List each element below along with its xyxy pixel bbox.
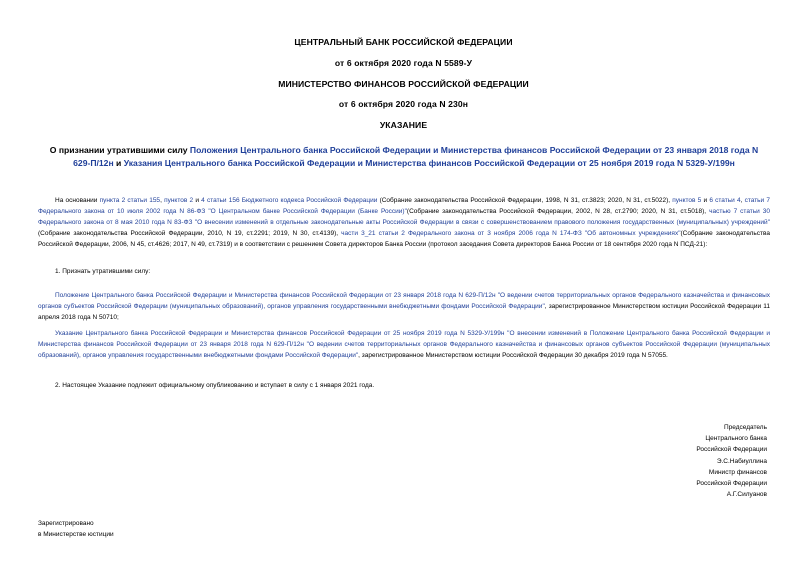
link-law86-art4-p5[interactable]: пунктов 5 — [672, 197, 702, 204]
title-conjunction: и — [113, 157, 124, 168]
title-link-directive[interactable]: Указания Центрального банка Российской Федерации и Министерства финансов Российской Федерации от 25 ноября 2019 года N 5329-У/199н — [123, 157, 735, 168]
preamble-text: (Собрание законодательства Российской Федерации, 1998, N 31, ст.3823; 2020, N 31, ст.5022), — [377, 197, 673, 204]
signature-position: Министр финансов — [708, 468, 767, 476]
preamble-text: и — [193, 197, 202, 204]
issuer-bank-date: от 6 октября 2020 года N 5589-У — [334, 58, 473, 68]
item-1: 1. Признать утратившими силу: — [55, 268, 151, 275]
registration-line: в Министерстве юстиции — [38, 531, 114, 538]
preamble-text: (Собрание законодательства Российской Федерации, 2010, N 19, ст.2291; 2019, N 30, ст.4139), — [38, 230, 342, 237]
link-regulation-629[interactable]: Положение Центрального банка Российской Федерации и Министерства финансов Российской Федерации от 23 января 2018 года N 629-П/12н "О ведении счетов территориальных органов Федерального казначейства и финансовых органов субъектов Российской Федерации (муниципальных образований), органов управления государственными внебюджетными фондами Российской Федерации" — [38, 292, 770, 310]
preamble-text: На основании — [55, 197, 100, 204]
signature-position: Председатель — [723, 424, 767, 431]
link-law86-art4-p6[interactable]: 6 статьи 4 — [709, 197, 741, 204]
preamble-text: и — [701, 197, 710, 204]
repealed-directive-paragraph — [38, 328, 770, 361]
repealed-regulation-paragraph — [38, 290, 770, 323]
issuer-bank: ЦЕНТРАЛЬНЫЙ БАНК РОССИЙСКОЙ ФЕДЕРАЦИИ — [294, 37, 513, 47]
link-budget-code-art156-p2[interactable]: пунктов 2 — [164, 197, 194, 204]
item-2: 2. Настоящее Указание подлежит официальному опубликованию и вступает в силу с 1 января 2021 года. — [55, 382, 375, 389]
directive-registration-text: , зарегистрированное Министерством юстиции Российской Федерации 30 декабря 2019 года N 57055. — [358, 352, 668, 359]
link-law86-art7[interactable]: статьи 7 Федерального закона от 10 июля 2002 года N 86-ФЗ "О Центральном банке Российской Федерации (Банке России)" — [38, 197, 770, 215]
title-prefix: О признании утратившими силу — [49, 145, 190, 155]
preamble-text: (Собрание законодательства Российской Федерации, 2002, N 28, ст.2790; 2020, N 31, ст.5018), — [406, 208, 710, 215]
preamble-paragraph — [38, 195, 770, 250]
preamble-text: , — [740, 197, 745, 204]
preamble-text: , — [160, 197, 165, 204]
link-budget-code-art155[interactable]: пункта 2 статьи 155 — [99, 197, 161, 204]
title-link-regulation[interactable]: Положения Центрального банка Российской Федерации и Министерства финансов Российской Федерации от 23 января 2018 года N 629-П/12н — [73, 145, 759, 168]
document-title — [40, 144, 768, 169]
signature-name: Э.С.Набиуллина — [716, 457, 767, 465]
link-budget-code-art156-p4[interactable]: 4 статьи 156 Бюджетного кодекса Российской Федерации — [201, 197, 378, 204]
regulation-registration-text: , зарегистрированное Министерством юстиции Российской Федерации 11 апреля 2018 года N 50710; — [38, 303, 770, 321]
preamble-text: (Собрание законодательства Российской Федерации, 2006, N 45, ст.4626; 2017, N 49, ст.7319) и в соответствии с решением Совета директоров Банка России (протокол заседания Совета директоров Банка России от 18 сентября 2020 года N ПСД-21): — [38, 230, 770, 248]
issuer-ministry: МИНИСТЕРСТВО ФИНАНСОВ РОССИЙСКОЙ ФЕДЕРАЦИИ — [278, 79, 529, 89]
link-law174-art2[interactable]: части 3_21 статьи 2 Федерального закона от 3 ноября 2006 года N 174-ФЗ "Об автономных учреждениях" — [341, 230, 681, 237]
link-law83-art30[interactable]: частью 7 статьи 30 Федерального закона от 8 мая 2010 года N 83-ФЗ "О внесении изменений в отдельные законодательные акты Российской Федерации в связи с совершенствованием правового положения государственных (муниципальных) учреждений" — [38, 208, 771, 226]
registration-note — [38, 518, 114, 540]
link-directive-5329[interactable]: Указание Центрального банка Российской Федерации и Министерства финансов Российской Федерации от 25 ноября 2019 года N 5329-У/199н "О внесении изменений в Положение Центрального банка Российской Федерации и Министерства финансов Российской Федерации от 23 января 2018 года N 629-П/12н "О ведении счетов территориальных органов Федерального казначейства и финансовых органов субъектов Российской Федерации (муниципальных образований), органов управления государственными внебюджетными фондами Российской Федерации" — [38, 330, 770, 359]
signature-org: Российской Федерации — [696, 446, 767, 454]
signature-name: А.Г.Силуанов — [726, 491, 767, 499]
document-type: УКАЗАНИЕ — [379, 120, 428, 130]
signature-org: Российской Федерации — [696, 480, 767, 488]
signature-org: Центрального банка — [705, 435, 767, 443]
issuer-ministry-date: от 6 октября 2020 года N 230н — [338, 99, 469, 109]
signature-block — [567, 422, 767, 500]
registration-line: Зарегистрировано — [38, 520, 94, 527]
